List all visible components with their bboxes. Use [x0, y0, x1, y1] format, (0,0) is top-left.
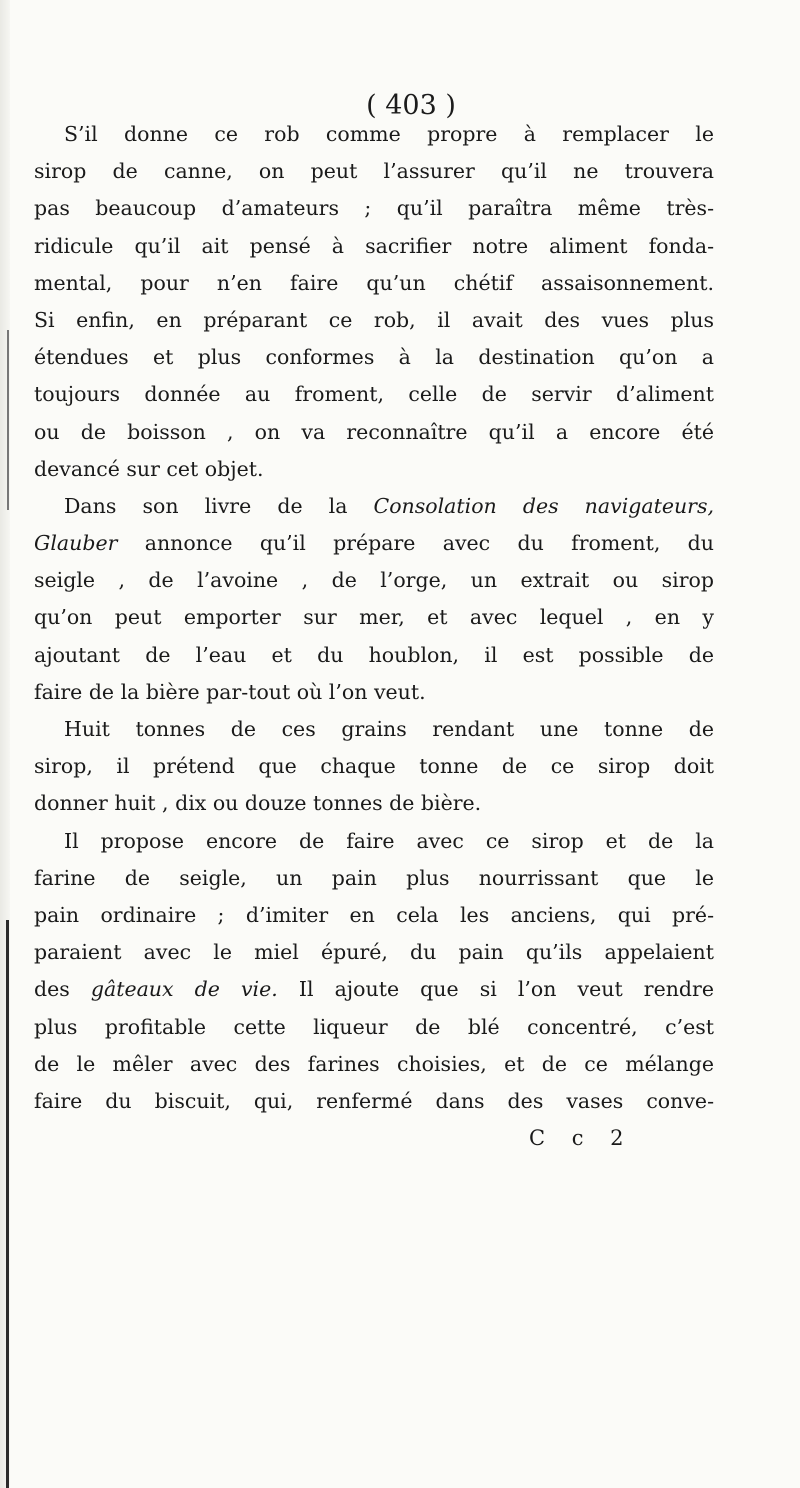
text-line [34, 153, 714, 190]
text-run: Huit tonnes de ces grains rendant une tonne de [64, 717, 714, 741]
text-run: qu’on peut emporter sur mer, et avec lequel , en y [34, 605, 714, 630]
text-line [34, 525, 714, 562]
text-run: sirop de canne, on peut l’assurer qu’il ne trouvera [34, 159, 714, 184]
text-run: Il propose encore de faire avec ce sirop et de la [64, 828, 714, 853]
text-run: sirop, il prétend que chaque tonne de ce sirop doit [34, 754, 714, 779]
text-run: annonce qu’il prépare avec du froment, du [117, 531, 714, 556]
text-line [34, 414, 714, 451]
text-line [34, 228, 714, 265]
text-line [34, 376, 714, 413]
text-line [34, 860, 714, 897]
text-run: faire du biscuit, qui, renfermé dans des vases conve- [34, 1088, 714, 1113]
text-run: des [34, 977, 91, 1002]
text-run: farine de seigle, un pain plus nourrissant que le [34, 865, 714, 890]
text-run: paraient avec le miel épuré, du pain qu’ils appelaient [34, 940, 714, 965]
text-run: ridicule qu’il ait pensé à sacrifier notre aliment fonda- [34, 233, 714, 258]
text-line [34, 637, 714, 674]
text-line [34, 971, 714, 1008]
text-run: donner huit , dix ou douze tonnes de bière. [34, 791, 482, 816]
text-run: toujours donnée au froment, celle de servir d’aliment [34, 382, 714, 407]
text-line [34, 823, 714, 860]
text-line [34, 748, 714, 785]
text-line [34, 897, 714, 934]
text-run: pas beaucoup d’amateurs ; qu’il paraîtra même très- [34, 196, 714, 221]
text-run: ou de boisson , on va reconnaître qu’il a encore été [34, 419, 714, 444]
page-number: ( 403 ) [366, 90, 456, 121]
text-line [34, 116, 714, 153]
text-line [34, 674, 714, 711]
italic-text: gâteaux de vie. [90, 977, 278, 1002]
binding-shadow-line [6, 920, 9, 1488]
text-run: étendues et plus conformes à la destination qu’on a [34, 345, 714, 370]
text-run: mental, pour n’en faire qu’un chétif assaisonnement. [34, 270, 714, 295]
text-line [34, 599, 714, 636]
text-line [34, 1083, 714, 1120]
text-line [34, 302, 714, 339]
text-line [34, 1009, 714, 1046]
text-run: Il ajoute que si l’on veut rendre [277, 977, 714, 1002]
text-line [34, 711, 714, 748]
text-run: plus profitable cette liqueur de blé concentré, c’est [34, 1014, 714, 1039]
text-line [34, 934, 714, 971]
text-run: Dans son livre de la [64, 493, 374, 518]
text-run: Si enfin, en préparant ce rob, il avait des vues plus [34, 307, 714, 332]
text-line [34, 339, 714, 376]
binding-shadow-line-upper [7, 330, 9, 510]
text-line [34, 562, 714, 599]
text-run: pain ordinaire ; d’imiter en cela les anciens, qui pré- [34, 902, 714, 927]
text-line [34, 488, 714, 525]
italic-text: Consolation des navigateurs, [373, 493, 714, 518]
text-run: faire de la bière par-tout où l’on veut. [34, 679, 426, 704]
text-run: ajoutant de l’eau et du houblon, il est possible de [34, 642, 714, 667]
body-text [34, 116, 714, 1157]
text-run: de le mêler avec des farines choisies, et de ce mélange [34, 1051, 714, 1076]
text-line [34, 1046, 714, 1083]
text-run: devancé sur cet objet. [34, 456, 264, 481]
text-run: S’il donne ce rob comme propre à remplacer le [64, 122, 714, 146]
signature-mark: C c 2 [529, 1126, 634, 1151]
text-line [34, 785, 714, 822]
text-line [34, 451, 714, 488]
italic-text: Glauber [34, 531, 118, 556]
text-run: seigle , de l’avoine , de l’orge, un extrait ou sirop [34, 568, 714, 593]
text-line [34, 190, 714, 227]
text-line [34, 265, 714, 302]
